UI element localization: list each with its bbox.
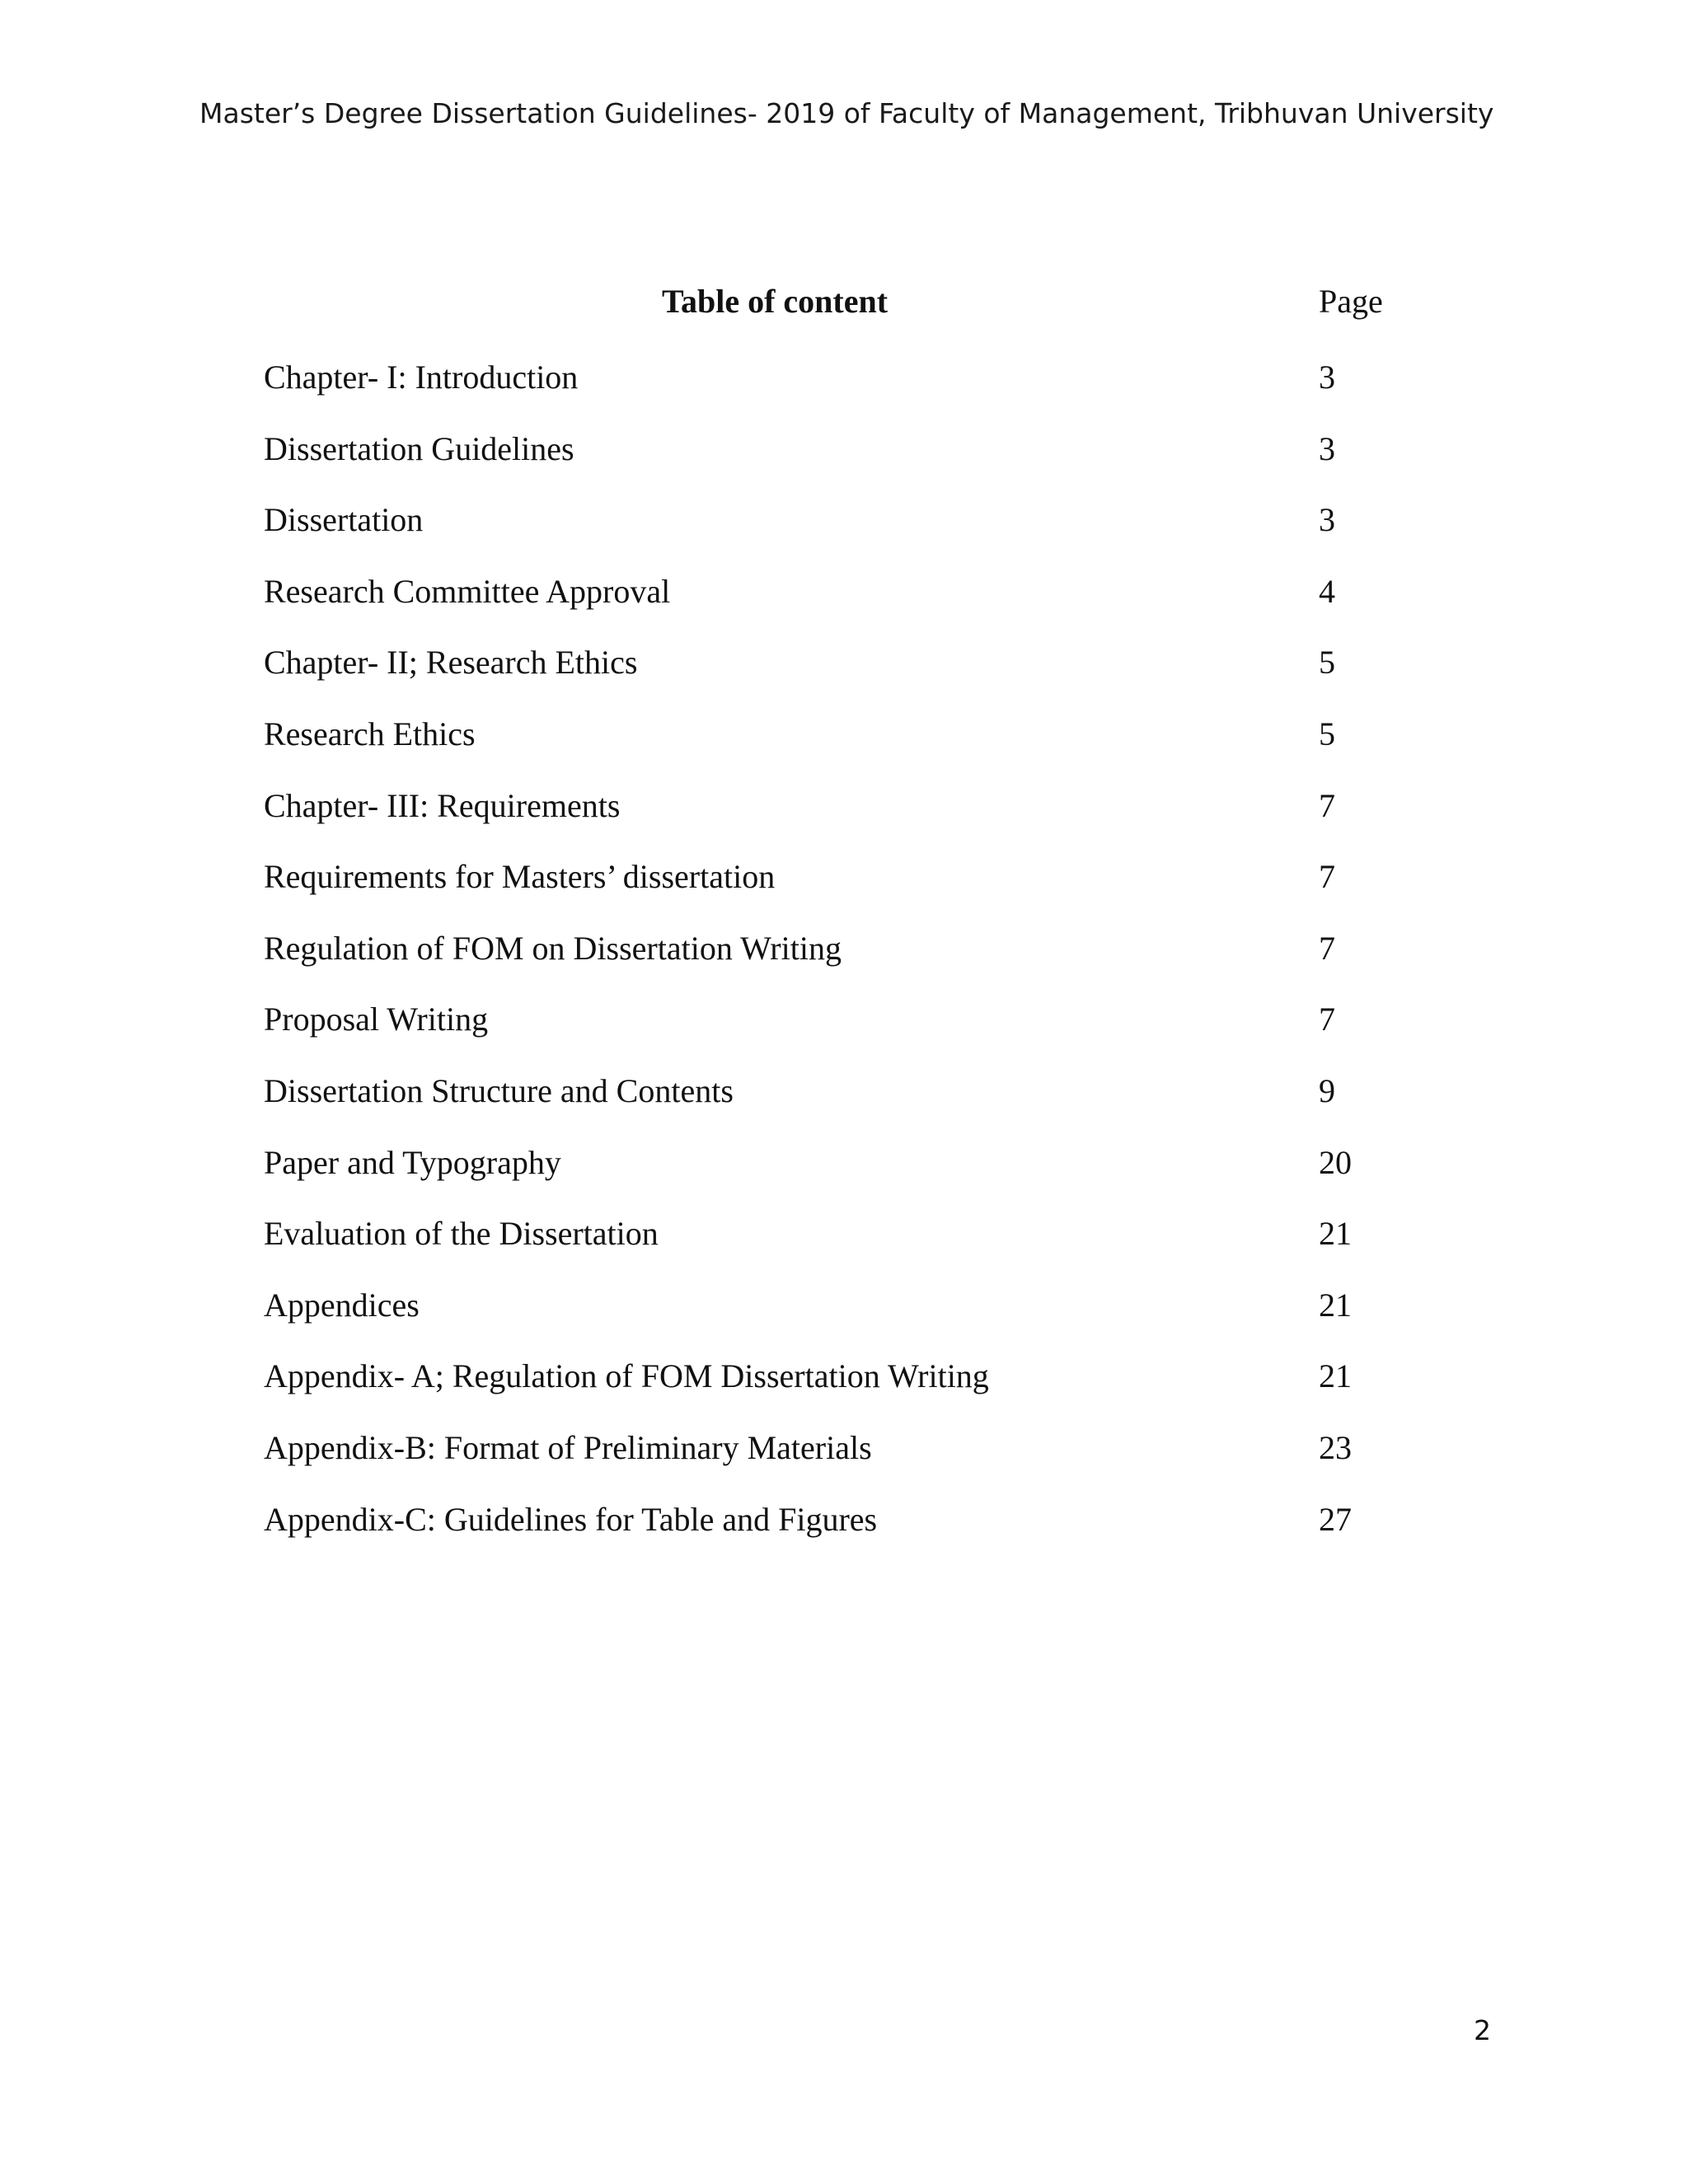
toc-entry (264, 924, 1418, 996)
toc-entry-page: 23 (1319, 1428, 1352, 1466)
toc-title: Table of content (661, 283, 889, 320)
toc-entry-title: Research Ethics (264, 715, 476, 752)
toc-entry-title: Research Committee Approval (264, 572, 671, 610)
toc-entry-title: Chapter- I: Introduction (264, 359, 579, 396)
toc-entry-page: 20 (1319, 1143, 1352, 1181)
toc-entry-page: 3 (1319, 501, 1335, 539)
toc-entry-title: Appendix-C: Guidelines for Table and Figures (264, 1500, 878, 1538)
toc-entry-title: Dissertation (264, 501, 424, 539)
toc-entry-title: Proposal Writing (264, 1001, 489, 1038)
toc-entry (264, 1352, 1418, 1423)
toc-entry (264, 995, 1418, 1066)
toc-entry-page: 4 (1319, 572, 1335, 610)
toc-entry-page: 5 (1319, 715, 1335, 752)
toc-entry-page: 7 (1319, 1001, 1335, 1038)
toc-entry-page: 21 (1319, 1357, 1352, 1395)
toc-entry-title: Dissertation Structure and Contents (264, 1071, 734, 1109)
toc-entry-page: 27 (1319, 1500, 1352, 1538)
toc-entry (264, 1423, 1418, 1495)
toc-entry-page: 7 (1319, 786, 1335, 824)
toc-entry-page: 3 (1319, 429, 1335, 467)
toc-entry (264, 710, 1418, 781)
toc-entry (264, 1138, 1418, 1210)
toc-entry-page: 3 (1319, 359, 1335, 396)
toc-entry-page: 7 (1319, 858, 1335, 896)
toc-entry-page: 5 (1319, 644, 1335, 682)
page-number: 2 (1474, 2014, 1491, 2046)
toc-entry-page: 21 (1319, 1286, 1352, 1324)
toc-heading-row (264, 282, 1401, 331)
toc-entry (264, 1281, 1418, 1352)
toc-page-column-label: Page (1319, 283, 1383, 320)
toc-entry-title: Chapter- III: Requirements (264, 786, 621, 824)
toc-entry (264, 567, 1418, 639)
toc-entry (264, 1495, 1418, 1567)
toc-entry (264, 1066, 1418, 1138)
toc-entry-page: 7 (1319, 929, 1335, 967)
toc-entry (264, 1209, 1418, 1281)
toc-entry (264, 495, 1418, 567)
toc-entry (264, 852, 1418, 924)
toc-entry-title: Evaluation of the Dissertation (264, 1215, 659, 1253)
toc-entry-title: Regulation of FOM on Dissertation Writing (264, 929, 842, 967)
toc-entry-page: 21 (1319, 1215, 1352, 1253)
toc-list (264, 353, 1418, 1566)
toc-entry (264, 781, 1418, 853)
toc-entry-title: Requirements for Masters’ dissertation (264, 858, 776, 896)
toc-entry-title: Dissertation Guidelines (264, 429, 574, 467)
running-header: Master’s Degree Dissertation Guidelines- 2019 of Faculty of Management, Tribhuvan University (199, 97, 1494, 129)
toc-entry (264, 638, 1418, 710)
toc-entry-title: Appendix-B: Format of Preliminary Materials (264, 1428, 872, 1466)
toc-entry-title: Paper and Typography (264, 1143, 561, 1181)
toc-entry-title: Chapter- II; Research Ethics (264, 644, 638, 682)
toc-entry-page: 9 (1319, 1071, 1335, 1109)
toc-entry-title: Appendices (264, 1286, 420, 1324)
toc-entry (264, 353, 1418, 424)
toc-entry (264, 424, 1418, 496)
toc-entry-title: Appendix- A; Regulation of FOM Dissertation Writing (264, 1357, 989, 1395)
